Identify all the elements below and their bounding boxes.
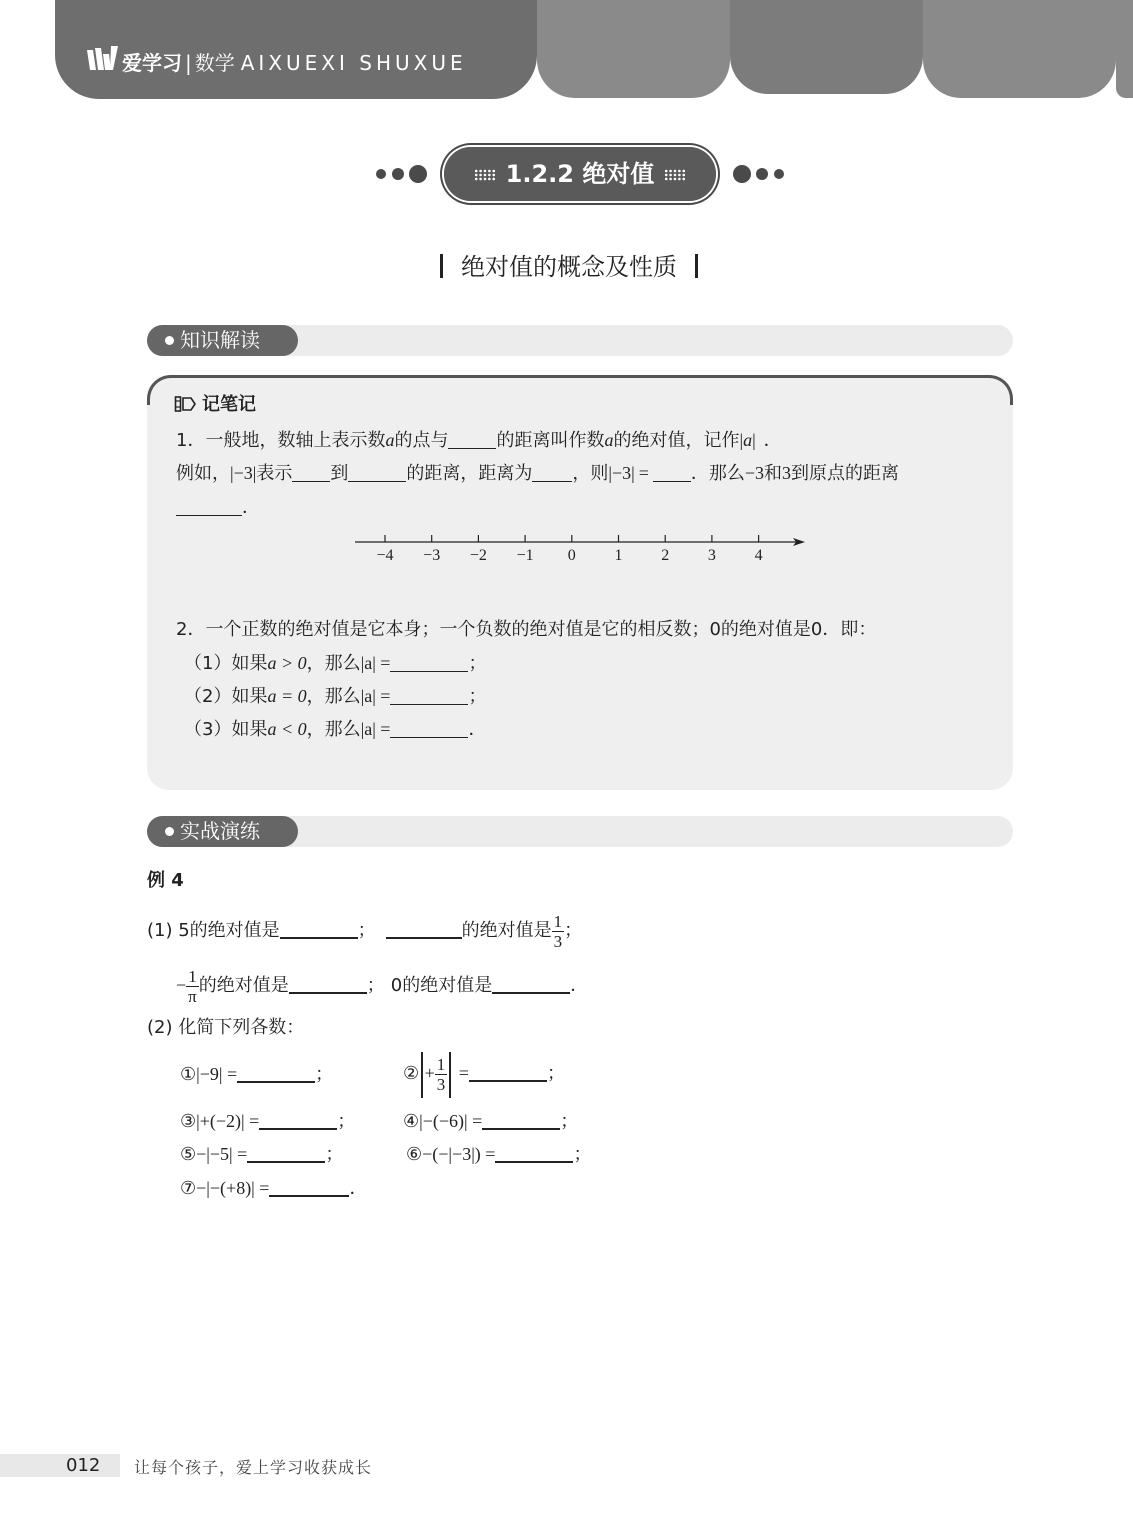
text: ，则 (572, 463, 609, 484)
number-line-tick-label: −3 (423, 547, 441, 564)
text: 2．一个正数的绝对值是它本身；一个负数的绝对值是它的相反数；0的绝对值是0．即： (176, 619, 877, 640)
title-dot (409, 165, 427, 183)
text: （3）如果 (184, 719, 268, 740)
text: ． (763, 430, 782, 451)
brand-logo-icon (85, 44, 119, 74)
math: |−3| (230, 463, 257, 483)
text: ； (366, 975, 385, 996)
math: − (176, 975, 187, 995)
practice-tag-label: 实战演练 (180, 819, 260, 843)
math: a = 0 (267, 686, 307, 706)
text: (1) 5的绝对值是 (147, 920, 280, 941)
item-3 (180, 1109, 355, 1133)
notes-box-border (147, 375, 1013, 405)
text: 的距离叫作数 (496, 430, 605, 451)
blank[interactable] (247, 1143, 325, 1163)
text: ． (242, 497, 260, 518)
header-tab-1 (537, 0, 730, 98)
fraction-one-pi (186, 967, 199, 1006)
math: |a| = (360, 719, 391, 739)
item-7 (180, 1176, 367, 1200)
brand-cn: 爱学习 (122, 51, 182, 75)
var: a (743, 430, 753, 450)
text: (2) 化简下列各数： (147, 1017, 305, 1038)
blank[interactable] (292, 463, 330, 482)
brand-subject: 数学 (194, 51, 235, 75)
denominator: 3 (553, 931, 563, 951)
text: （1）如果 (184, 653, 268, 674)
text: 的绝对值是 (198, 975, 289, 996)
text: 1．一般地，数轴上表示数 (176, 430, 386, 451)
text: 的距离，距离为 (406, 463, 533, 484)
text: ． (349, 1178, 368, 1198)
blank[interactable] (390, 719, 468, 738)
math: ② (403, 1063, 420, 1083)
brand-sep: | (185, 51, 192, 75)
number-line-tick-label: −4 (376, 547, 394, 564)
math: a > 0 (267, 653, 307, 673)
math: |a| = (360, 686, 391, 706)
text: 到 (330, 463, 349, 484)
footer-slogan: 让每个孩子，爱上学习收获成长 (134, 1458, 373, 1477)
text: ． (468, 719, 487, 740)
number-line-tick-label: 4 (754, 547, 763, 564)
blank[interactable] (495, 1143, 573, 1163)
q1-line2 (176, 962, 588, 1009)
title-dot (376, 169, 386, 179)
blank[interactable] (492, 974, 570, 994)
numerator: 1 (553, 911, 563, 931)
text: ； (564, 920, 583, 941)
text: ； (573, 1144, 592, 1164)
title-dot (392, 168, 404, 180)
text: ； (468, 653, 487, 674)
note-p1-line1 (176, 428, 782, 453)
blank[interactable] (237, 1063, 315, 1083)
blank[interactable] (348, 463, 406, 482)
knowledge-tag (147, 325, 298, 356)
abs-a: |a| (739, 430, 756, 450)
fraction-one-third (552, 912, 565, 951)
example-label (147, 869, 184, 893)
subtitle-bar (695, 254, 698, 278)
math: −3 (744, 463, 765, 483)
number-line-tick-label: 2 (661, 547, 670, 564)
number-line-tick-label: −1 (516, 547, 534, 564)
text: ； (560, 1111, 579, 1131)
text: ，那么 (306, 653, 361, 674)
blank[interactable] (176, 497, 242, 516)
text: （2）如果 (184, 686, 268, 707)
text: ，那么 (306, 686, 361, 707)
brand-latin: AIXUEXI SHUXUE (240, 51, 467, 75)
var: a (604, 430, 614, 450)
q1-line1 (147, 906, 582, 956)
math: = (458, 1063, 469, 1083)
header-tab-3 (923, 0, 1116, 98)
text: ； (357, 920, 376, 941)
blank[interactable] (532, 463, 572, 482)
blank[interactable] (482, 1110, 560, 1130)
math: ⑥−(−|−3|) = (406, 1144, 496, 1164)
blank[interactable] (390, 686, 468, 705)
blank[interactable] (289, 974, 367, 994)
note-p1-line3 (176, 496, 260, 520)
abs-bar (421, 1052, 423, 1098)
page-number: 012 (66, 1455, 101, 1476)
var: a (385, 430, 395, 450)
text: ； (468, 686, 487, 707)
math: a < 0 (267, 719, 307, 739)
blank[interactable] (653, 463, 691, 482)
fraction-one-third (435, 1055, 448, 1094)
item-4 (403, 1109, 578, 1133)
note-case-2 (184, 684, 486, 709)
blank[interactable] (469, 1062, 547, 1082)
subtitle (440, 247, 698, 282)
header-tab-2 (730, 0, 923, 94)
brand-text (122, 47, 467, 76)
text: 表示 (256, 463, 293, 484)
text: ，那么 (306, 719, 361, 740)
title-dot (774, 169, 784, 179)
text: 0的绝对值是 (390, 975, 493, 996)
note-p2 (176, 618, 876, 642)
item-5 (180, 1142, 343, 1166)
subtitle-text: 绝对值的概念及性质 (461, 253, 677, 281)
text: ； (325, 1144, 344, 1164)
number-line-ticks (376, 535, 762, 564)
bullet-icon (165, 827, 174, 836)
note-case-3 (184, 717, 486, 742)
practice-tag (147, 816, 298, 847)
text: ． (570, 975, 589, 996)
notes-heading (174, 390, 256, 416)
number-line-tick-label: 3 (707, 547, 716, 564)
number-line-tick-label: −2 (469, 547, 487, 564)
text: ； (337, 1111, 356, 1131)
number-line-tick-label: 1 (614, 547, 623, 564)
notes-pen-icon (174, 395, 196, 413)
note-p1-line2 (176, 461, 899, 486)
math: ⑤−|−5| = (180, 1144, 248, 1164)
math: ⑦−|−(+8)| = (180, 1178, 270, 1198)
grid-dots-icon (664, 169, 686, 181)
text: 的绝对值，记作 (613, 430, 740, 451)
math: ①|−9| = (180, 1064, 238, 1084)
subtitle-bar (440, 254, 443, 278)
number-line (350, 530, 810, 566)
header-tab-4 (1116, 0, 1133, 98)
math: = (638, 463, 649, 483)
blank[interactable] (386, 919, 462, 939)
denominator: π (188, 986, 197, 1006)
text: 例 4 (147, 870, 184, 891)
item-2 (403, 1050, 565, 1098)
math: ③|+(−2)| = (180, 1111, 260, 1131)
text: 和 (764, 463, 783, 484)
numerator: 1 (436, 1055, 446, 1075)
math: |a| = (360, 653, 391, 673)
text: 例如， (176, 463, 230, 484)
blank[interactable] (390, 653, 468, 672)
text: 的绝对值是 (461, 920, 552, 941)
footer-bar (0, 1454, 120, 1477)
text: ； (546, 1063, 565, 1083)
grid-dots-icon (474, 169, 496, 181)
abs-bar (449, 1052, 451, 1098)
math: ④|−(−6)| = (403, 1111, 483, 1131)
title-dot (733, 165, 751, 183)
blank[interactable] (448, 430, 496, 449)
note-case-1 (184, 651, 486, 676)
title-dot (756, 168, 768, 180)
denominator: 3 (436, 1075, 446, 1095)
item-1 (180, 1062, 333, 1086)
math: 3 (782, 463, 792, 483)
number-line-tick-label: 0 (567, 547, 576, 564)
section-title-text: 1.2.2 绝对值 (505, 160, 655, 188)
blank[interactable] (259, 1110, 337, 1130)
text: 的点与 (394, 430, 449, 451)
q2-heading (147, 1016, 304, 1040)
math: |−3| (608, 463, 635, 483)
notes-label: 记笔记 (202, 394, 256, 415)
text: 到原点的距离 (791, 463, 900, 484)
blank[interactable] (280, 919, 358, 939)
blank[interactable] (269, 1177, 349, 1197)
text: ．那么 (690, 463, 745, 484)
section-title-pill (444, 147, 716, 201)
text: ； (315, 1064, 334, 1084)
bullet-icon (165, 336, 174, 345)
section-title (444, 147, 716, 201)
numerator: 1 (186, 967, 199, 987)
math: + (424, 1063, 435, 1083)
item-6 (406, 1142, 591, 1166)
knowledge-tag-label: 知识解读 (180, 328, 260, 352)
